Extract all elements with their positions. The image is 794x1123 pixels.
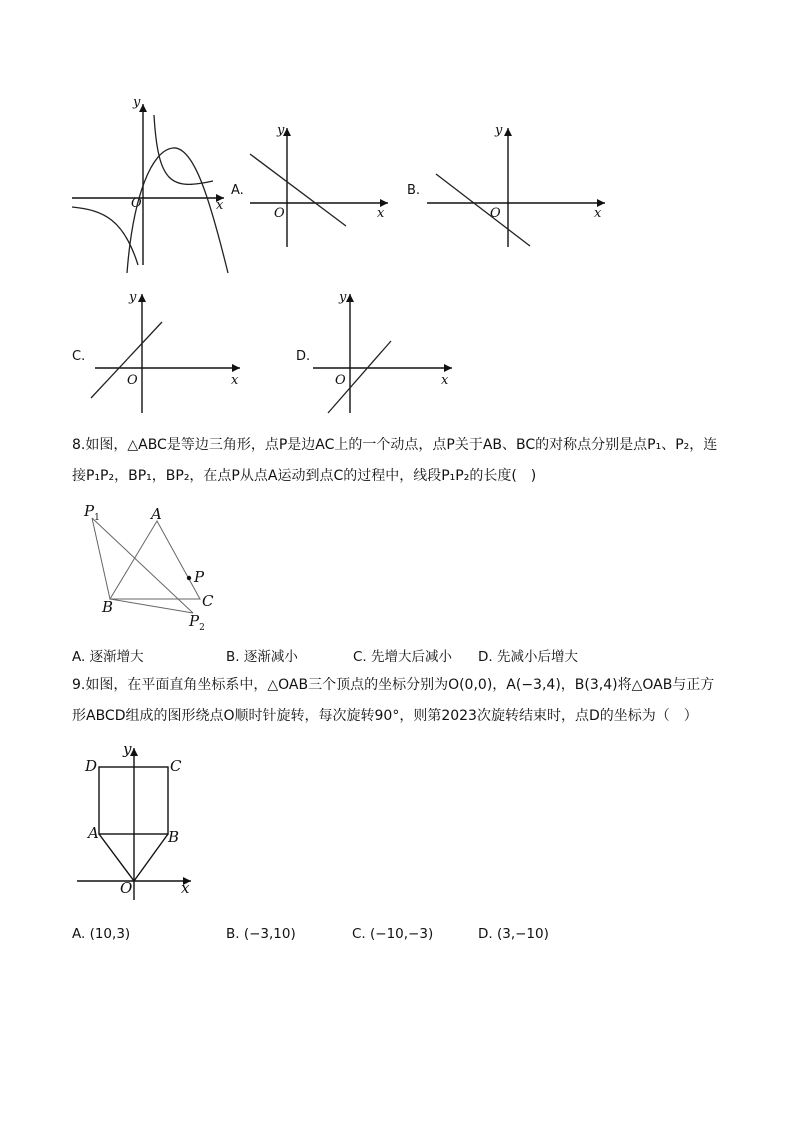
q9-choice-b[interactable]: B. (−3,10): [226, 926, 296, 942]
q9-choice-a[interactable]: A. (10,3): [72, 926, 131, 942]
q7-option-a-graph: [231, 123, 388, 247]
label-o: O: [120, 879, 133, 897]
q9-figure: [77, 740, 191, 900]
line-graph: [436, 174, 530, 246]
label-b: B: [168, 828, 180, 846]
q9-stem-line2: 形ABCD组成的图形绕点O顺时针旋转，每次旋转90°，则第2023次旋转结束时，点D的坐标为（ ）: [72, 708, 698, 724]
q8-stem-line2: 接P₁P₂，BP₁，BP₂，在点P从点A运动到点C的过程中，线段P₁P₂的长度( ): [72, 468, 537, 484]
origin-label: O: [335, 373, 346, 388]
q8-choice-a[interactable]: A. 逐渐增大: [72, 649, 144, 665]
triangle-abc: [110, 521, 200, 599]
parabola-curve: [127, 148, 228, 273]
option-b-letter: B.: [407, 183, 421, 198]
label-d: D: [85, 757, 98, 775]
x-label: x: [231, 373, 239, 388]
label-p: P: [194, 568, 205, 586]
line-graph: [250, 154, 346, 226]
option-a-letter: A.: [231, 183, 244, 198]
hyperbola-right-branch: [154, 115, 213, 184]
segment-p1-b: [92, 518, 110, 599]
q8-stem-line1: 8.如图，△ABC是等边三角形，点P是边AC上的一个动点，点P关于AB、BC的对称点分别是点P₁、P₂，连: [72, 437, 718, 453]
q7-stem-graph: [72, 95, 228, 273]
label-x: x: [181, 879, 190, 897]
label-b: B: [102, 598, 114, 616]
x-label: x: [377, 206, 385, 221]
option-d-letter: D.: [296, 349, 311, 364]
q8-choice-b[interactable]: B. 逐渐减小: [226, 649, 298, 665]
q7-option-c-graph: [72, 290, 240, 413]
q8-choice-d[interactable]: D. 先减小后增大: [478, 649, 578, 665]
y-label: y: [129, 290, 137, 305]
label-y: y: [123, 740, 132, 758]
y-label: y: [339, 290, 347, 305]
label-a: A: [88, 824, 99, 842]
option-c-letter: C.: [72, 349, 86, 364]
label-p2: $P_2$: [189, 612, 205, 633]
y-label: y: [277, 123, 285, 138]
q8-figure: [83, 502, 214, 633]
q9-choice-d[interactable]: D. (3,−10): [478, 926, 549, 942]
q9-stem-line1: 9.如图，在平面直角坐标系中，△OAB三个顶点的坐标分别为O(0,0)，A(−3,4)，B(3,4)将△OAB与正方: [72, 677, 715, 693]
point-p: [187, 576, 191, 580]
q7-option-b-graph: [407, 123, 605, 247]
x-label: x: [594, 206, 602, 221]
origin-label: O: [127, 373, 138, 388]
q8-choice-c[interactable]: C. 先增大后减小: [353, 649, 453, 665]
label-c: C: [170, 757, 182, 775]
q9-choice-c[interactable]: C. (−10,−3): [352, 926, 434, 942]
origin-label: O: [274, 206, 285, 221]
label-c: C: [202, 592, 214, 610]
y-label: y: [133, 95, 141, 110]
q7-option-d-graph: [296, 290, 452, 413]
origin-label: O: [490, 206, 501, 221]
label-p1: $P_1$: [84, 502, 100, 523]
origin-label: O: [131, 196, 142, 211]
x-label: x: [216, 198, 224, 213]
label-a: A: [151, 505, 162, 523]
x-label: x: [441, 373, 449, 388]
y-label: y: [495, 123, 503, 138]
